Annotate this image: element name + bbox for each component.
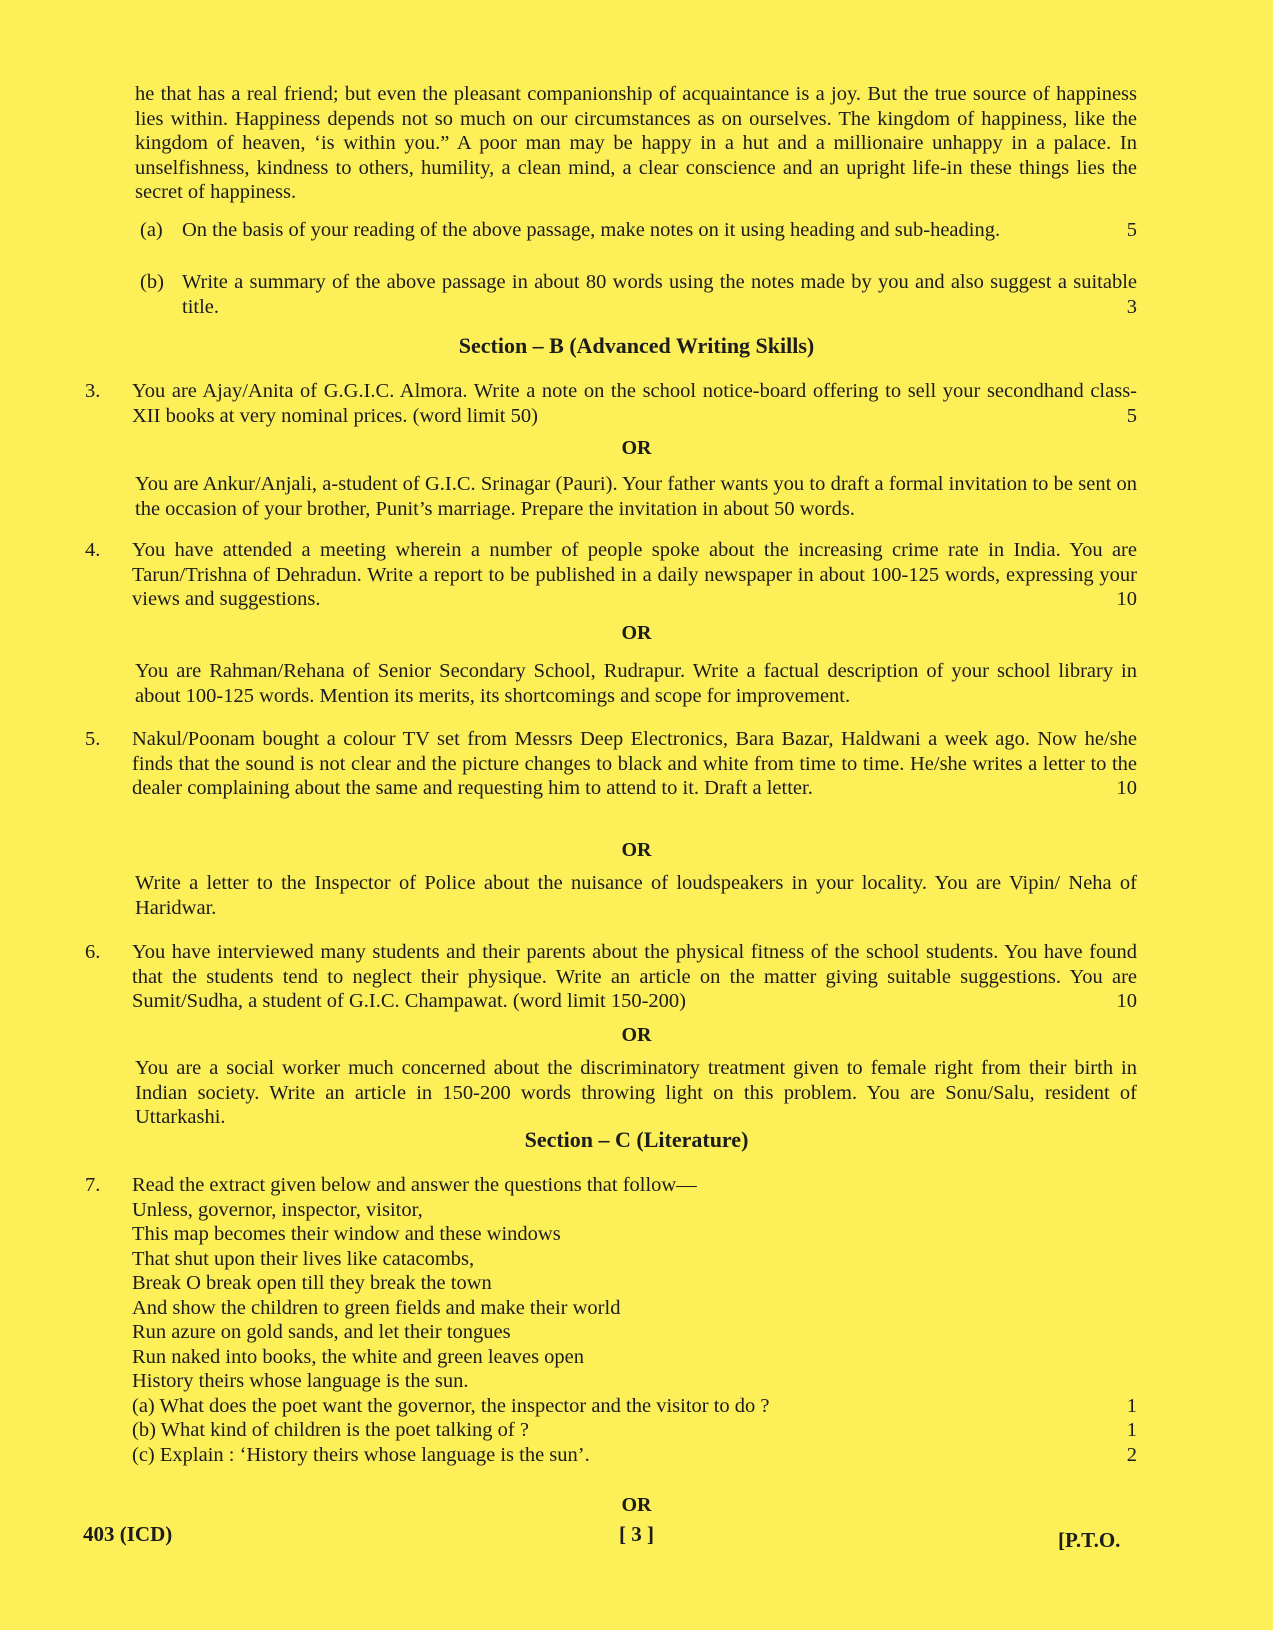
or-divider: OR bbox=[621, 1494, 652, 1516]
page-number: [ 3 ] bbox=[619, 1522, 654, 1546]
marks: 1 bbox=[1126, 1394, 1137, 1417]
sub-label: (a) bbox=[140, 219, 163, 241]
question-number: 6. bbox=[85, 941, 101, 963]
question-4-alternative: You are Rahman/Rehana of Senior Secondary School, Rudrapur. Write a factual description of your school library in about 100-125 words. Mention its merits, its shortcomings and scope for improvement. bbox=[135, 660, 1137, 707]
question-7 bbox=[85, 1173, 1137, 1467]
poem-line: That shut upon their lives like catacombs, bbox=[132, 1247, 475, 1270]
sub-question-text: (c) Explain : ‘History theirs whose language is the sun’. bbox=[132, 1443, 590, 1466]
poem-line: Run naked into books, the white and green leaves open bbox=[132, 1345, 585, 1368]
question-4 bbox=[85, 538, 1137, 612]
question-2a bbox=[140, 218, 1137, 243]
question-number: 4. bbox=[85, 539, 101, 561]
section-b-heading: Section – B (Advanced Writing Skills) bbox=[458, 333, 815, 358]
question-6-alternative: You are a social worker much concerned about the discriminatory treatment given to female right from their birth in Indian society. Write an article in 150-200 words throwing light on this problem. You are Sonu/Salu, resident of Uttarkashi. bbox=[135, 1057, 1137, 1128]
question-number: 7. bbox=[85, 1174, 101, 1196]
marks: 10 bbox=[1116, 777, 1137, 799]
question-5 bbox=[85, 727, 1137, 801]
question-text: You have interviewed many students and their parents about the physical fitness of the school students. You have found that the students tend to neglect their physique. Write an article on the matter giving suitable suggestions. You are Sumit/Sudha, a student of G.I.C. Champawat. (word limit 150-200) bbox=[132, 941, 1137, 1012]
paper-code: 403 (ICD) bbox=[83, 1522, 173, 1546]
question-text: You are Ajay/Anita of G.G.I.C. Almora. Write a note on the school notice-board offering to sell your secondhand class-XII books at very nominal prices. (word limit 50) bbox=[132, 380, 1137, 427]
sub-text: On the basis of your reading of the above passage, make notes on it using heading and sub-heading. bbox=[182, 219, 1001, 241]
marks: 1 bbox=[1126, 1419, 1137, 1441]
marks: 5 bbox=[1126, 219, 1137, 241]
marks: 2 bbox=[1126, 1443, 1137, 1466]
question-7-body bbox=[132, 1173, 1137, 1467]
sub-question-c bbox=[132, 1443, 1137, 1468]
question-5-alternative: Write a letter to the Inspector of Police about the nuisance of loudspeakers in your locality. You are Vipin/ Neha of Haridwar. bbox=[135, 872, 1137, 919]
or-divider: OR bbox=[621, 839, 652, 861]
poem-line: And show the children to green fields and make their world bbox=[132, 1296, 621, 1319]
question-text: Nakul/Poonam bought a colour TV set from Messrs Deep Electronics, Bara Bazar, Haldwani a week ago. Now he/she finds that the sound is not clear and the picture changes to black and white from time to time. He/she writes a letter to the dealer complaining about the same and requesting him to attend to it. Draft a letter. bbox=[132, 728, 1137, 799]
or-divider: OR bbox=[621, 622, 652, 644]
please-turn-over: [P.T.O. bbox=[1058, 1528, 1121, 1552]
sub-text: Write a summary of the above passage in about 80 words using the notes made by you and also suggest a suitable title. bbox=[182, 271, 1137, 318]
poem-line: Break O break open till they break the town bbox=[132, 1272, 492, 1294]
question-2b bbox=[140, 270, 1137, 319]
sub-question-text: (a) What does the poet want the governor, the inspector and the visitor to do ? bbox=[132, 1394, 770, 1417]
question-number: 5. bbox=[85, 728, 101, 750]
poem-line: This map becomes their window and these windows bbox=[132, 1223, 561, 1245]
poem-line: Unless, governor, inspector, visitor, bbox=[132, 1198, 423, 1221]
sub-question-text: (b) What kind of children is the poet talking of ? bbox=[132, 1419, 529, 1441]
marks: 5 bbox=[1126, 404, 1137, 427]
sub-label: (b) bbox=[140, 271, 164, 293]
poem-line: History theirs whose language is the sun. bbox=[132, 1370, 469, 1392]
marks: 10 bbox=[1116, 990, 1137, 1012]
section-c-heading: Section – C (Literature) bbox=[524, 1127, 749, 1152]
question-6 bbox=[85, 940, 1137, 1014]
or-divider: OR bbox=[621, 1024, 652, 1046]
question-text: You have attended a meeting wherein a number of people spoke about the increasing crime rate in India. You are Tarun/Trishna of Dehradun. Write a report to be published in a daily newspaper in about 100-125 words, expressing your views and suggestions. bbox=[132, 539, 1137, 610]
passage-text: he that has a real friend; but even the pleasant companionship of acquaintance is a joy. But the true source of happiness lies within. Happiness depends not so much on our circumstances as on ourselves. The kingdom of happiness, like the kingdom of heaven, ‘is within you.” A poor man may be happy in a hut and a millionaire unhappy in a palace. In unselfishness, kindness to others, humility, a clean mind, a clear conscience and an upright life-in these things lies the secret of happiness. bbox=[135, 83, 1137, 203]
poem-line: Run azure on gold sands, and let their tongues bbox=[132, 1321, 511, 1343]
question-3 bbox=[85, 379, 1137, 428]
question-number: 3. bbox=[85, 380, 101, 402]
question-3-alternative: You are Ankur/Anjali, a-student of G.I.C. Srinagar (Pauri). Your father wants you to draft a formal invitation to be sent on the occasion of your brother, Punit’s marriage. Prepare the invitation in about 50 words. bbox=[135, 473, 1137, 520]
marks: 10 bbox=[1116, 588, 1137, 610]
question-text: Read the extract given below and answer the questions that follow— bbox=[132, 1174, 697, 1196]
or-divider: OR bbox=[621, 437, 652, 459]
sub-question-b bbox=[132, 1418, 1137, 1443]
marks: 3 bbox=[1126, 295, 1137, 318]
sub-question-a bbox=[132, 1394, 1137, 1419]
